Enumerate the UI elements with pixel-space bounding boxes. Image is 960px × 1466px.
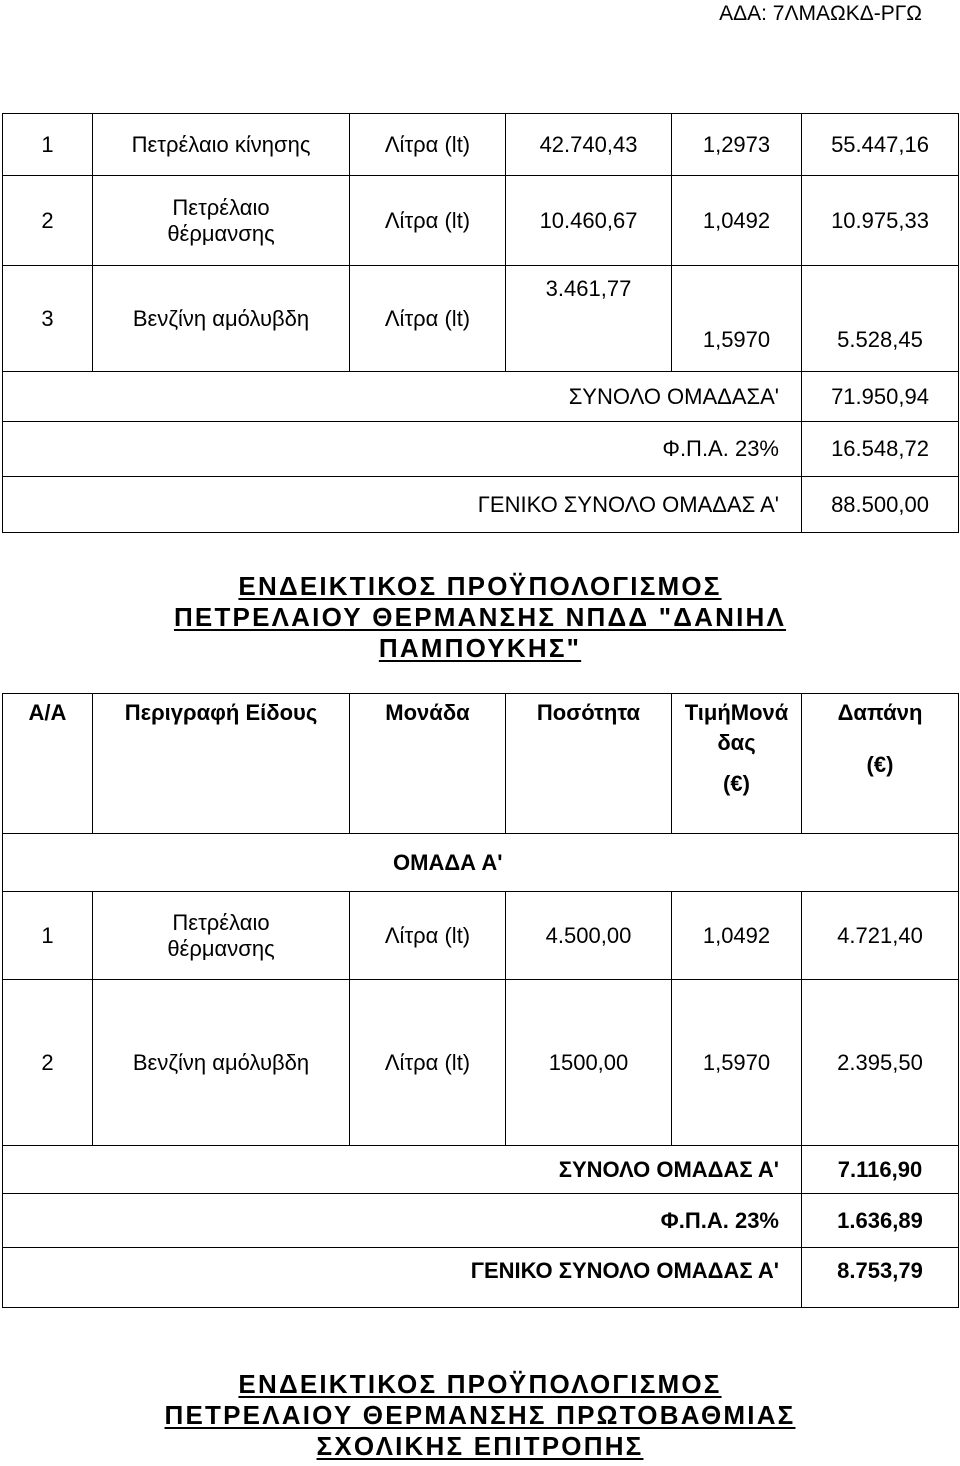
vat-row xyxy=(3,1194,959,1248)
item-price: 1,0492 xyxy=(672,176,802,266)
grand-total-label: ΓΕΝΙΚΟ ΣΥΝΟΛΟ ΟΜΑΔΑΣ Α' xyxy=(3,477,802,533)
row-number: 1 xyxy=(3,892,93,980)
item-cost: 55.447,16 xyxy=(802,114,959,176)
grand-total-label: ΓΕΝΙΚΟ ΣΥΝΟΛΟ ΟΜΑΔΑΣ Α' xyxy=(3,1248,802,1308)
header-no: Α/Α xyxy=(3,694,93,834)
item-description: Βενζίνη αμόλυβδη xyxy=(93,266,350,372)
header-cost: Δαπάνη (€) xyxy=(802,694,959,834)
item-cost: 2.395,50 xyxy=(802,980,959,1146)
header-description: Περιγραφή Είδους xyxy=(93,694,350,834)
item-description: Πετρέλαιο θέρμανσης xyxy=(93,892,350,980)
item-quantity: 10.460,67 xyxy=(506,176,672,266)
vat-value: 16.548,72 xyxy=(802,422,959,477)
group-row xyxy=(3,834,959,892)
header-quantity: Ποσότητα xyxy=(506,694,672,834)
grand-total-value: 88.500,00 xyxy=(802,477,959,533)
grand-total-value: 8.753,79 xyxy=(802,1248,959,1308)
item-price: 1,5970 xyxy=(672,266,802,372)
total-row xyxy=(3,1146,959,1194)
item-quantity: 3.461,77 xyxy=(506,266,672,372)
table-row xyxy=(3,114,959,176)
table-row xyxy=(3,892,959,980)
section-heading-npdd: ΕΝΔΕΙΚΤΙΚΟΣ ΠΡΟΫΠΟΛΟΓΙΣΜΟΣ ΠΕΤΡΕΛΑΙΟΥ ΘΕΡΜΑΝΣΗΣ ΝΠΔΔ "ΔΑΝΙΗΛ ΠΑΜΠΟΥΚΗΣ" xyxy=(173,571,787,663)
total-label: ΣΥΝΟΛΟ ΟΜΑΔΑΣΑ' xyxy=(3,372,802,422)
item-quantity: 4.500,00 xyxy=(506,892,672,980)
item-price: 1,5970 xyxy=(672,980,802,1146)
item-unit: Λίτρα (lt) xyxy=(350,980,506,1146)
item-description: Βενζίνη αμόλυβδη xyxy=(93,980,350,1146)
section-heading-school-committee: ΕΝΔΕΙΚΤΙΚΟΣ ΠΡΟΫΠΟΛΟΓΙΣΜΟΣ ΠΕΤΡΕΛΑΙΟΥ ΘΕΡΜΑΝΣΗΣ ΠΡΩΤΟΒΑΘΜΙΑΣ ΣΧΟΛΙΚΗΣ ΕΠΙΤΡΟΠΗΣ xyxy=(164,1369,796,1461)
total-value: 71.950,94 xyxy=(802,372,959,422)
item-unit: Λίτρα (lt) xyxy=(350,266,506,372)
table-row xyxy=(3,266,959,372)
item-description: Πετρέλαιο κίνησης xyxy=(93,114,350,176)
total-value: 7.116,90 xyxy=(802,1146,959,1194)
item-price: 1,2973 xyxy=(672,114,802,176)
grand-total-row xyxy=(3,477,959,533)
item-cost: 4.721,40 xyxy=(802,892,959,980)
item-cost: 10.975,33 xyxy=(802,176,959,266)
row-number: 3 xyxy=(3,266,93,372)
group-label: ΟΜΑΔΑ Α' xyxy=(3,834,959,892)
total-row xyxy=(3,372,959,422)
item-price: 1,0492 xyxy=(672,892,802,980)
header-unit-price: ΤιμήΜονά δας (€) xyxy=(672,694,802,834)
ada-code: ΑΔΑ: 7ΛΜΑΩΚΔ-ΡΓΩ xyxy=(719,2,922,25)
grand-total-row xyxy=(3,1248,959,1308)
item-unit: Λίτρα (lt) xyxy=(350,176,506,266)
total-label: ΣΥΝΟΛΟ ΟΜΑΔΑΣ Α' xyxy=(3,1146,802,1194)
vat-row xyxy=(3,422,959,477)
row-number: 1 xyxy=(3,114,93,176)
vat-value: 1.636,89 xyxy=(802,1194,959,1248)
vat-label: Φ.Π.Α. 23% xyxy=(3,422,802,477)
item-unit: Λίτρα (lt) xyxy=(350,114,506,176)
header-row xyxy=(3,694,959,834)
row-number: 2 xyxy=(3,176,93,266)
row-number: 2 xyxy=(3,980,93,1146)
fuel-table-2 xyxy=(2,693,959,1308)
header-unit: Μονάδα xyxy=(350,694,506,834)
vat-label: Φ.Π.Α. 23% xyxy=(3,1194,802,1248)
table-row xyxy=(3,176,959,266)
table-row xyxy=(3,980,959,1146)
item-quantity: 1500,00 xyxy=(506,980,672,1146)
item-quantity: 42.740,43 xyxy=(506,114,672,176)
item-description: Πετρέλαιο θέρμανσης xyxy=(93,176,350,266)
fuel-table-1 xyxy=(2,113,959,533)
item-cost: 5.528,45 xyxy=(802,266,959,372)
item-unit: Λίτρα (lt) xyxy=(350,892,506,980)
